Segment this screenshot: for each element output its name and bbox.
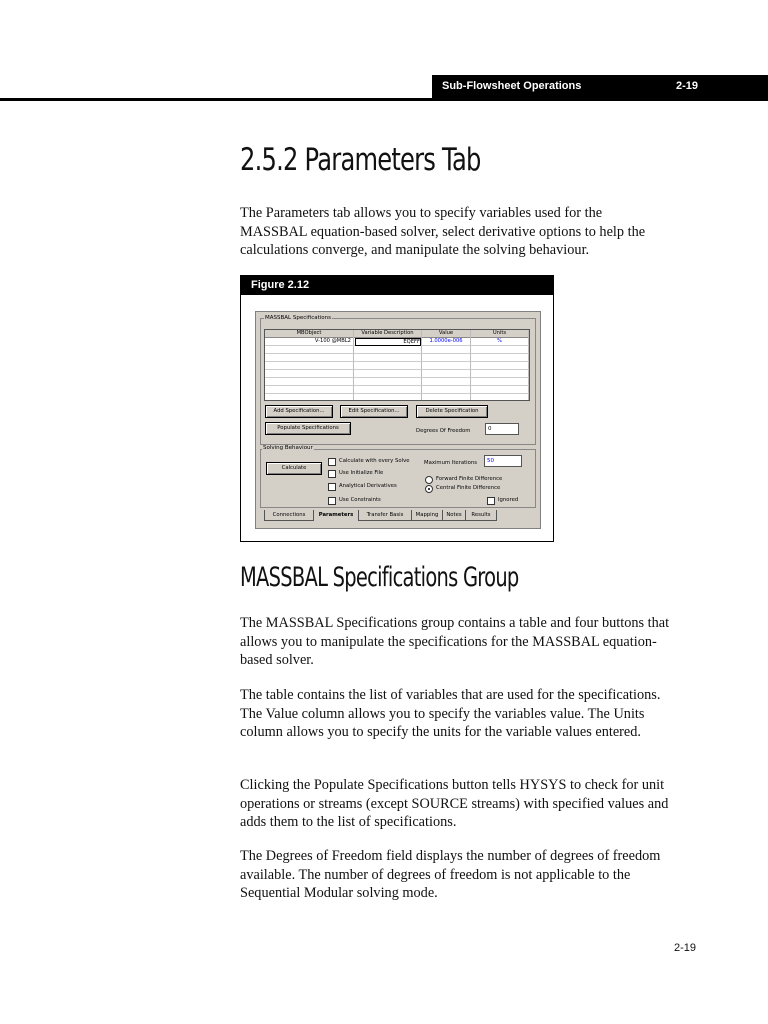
- use-constraints-label: Use Constraints: [339, 497, 381, 503]
- tab-transfer-basis[interactable]: Transfer Basis: [358, 510, 412, 521]
- paragraph-1: The MASSBAL Specifications group contains a table and four buttons that allows you to manipulate the specifications for the MASSBAL equation-based solver.: [240, 615, 670, 668]
- figure-caption: Figure 2.12: [241, 276, 553, 295]
- paragraph-3: Clicking the Populate Specifications button tells HYSYS to check for unit operations or streams (except SOURCE streams) with specified values and adds them to the list of specifications.: [240, 777, 669, 830]
- column-header-mbobject[interactable]: MBObject: [265, 330, 354, 338]
- header-rule: [0, 98, 768, 101]
- ignored-checkbox[interactable]: [487, 497, 495, 505]
- tab-results[interactable]: Results: [465, 510, 497, 521]
- paragraph-2: The table contains the list of variables that are used for the specifications. The Value column allows you to specify the variables value. The Units column allows you to specify the units for the variable values entered.: [240, 687, 661, 740]
- parameters-dialog: [255, 311, 541, 529]
- specifications-table[interactable]: [264, 329, 530, 401]
- tab-notes[interactable]: Notes: [442, 510, 466, 521]
- edit-specification-button[interactable]: Edit Specification...: [340, 405, 408, 418]
- intro-paragraph: The Parameters tab allows you to specify variables used for the MASSBAL equation-based solver, select derivative options to help the calculations converge, and manipulate the solving behaviour.: [240, 205, 646, 258]
- use-initialize-file-checkbox[interactable]: [328, 470, 336, 478]
- cell-units[interactable]: %: [497, 338, 502, 344]
- calculate-every-solve-label: Calculate with every Solve: [339, 458, 410, 464]
- delete-specification-button[interactable]: Delete Specification: [416, 405, 488, 418]
- calculate-every-solve-checkbox[interactable]: [328, 458, 336, 466]
- column-header-value[interactable]: Value: [422, 330, 471, 338]
- tab-connections[interactable]: Connections: [264, 510, 314, 521]
- calculate-button[interactable]: Calculate: [266, 462, 322, 475]
- tab-parameters[interactable]: Parameters: [313, 510, 359, 520]
- column-header-variable-description[interactable]: Variable Description: [354, 330, 422, 338]
- forward-finite-difference-radio[interactable]: [425, 476, 433, 484]
- degrees-of-freedom-label: Degrees Of Freedom: [416, 428, 471, 434]
- central-finite-difference-label: Central Finite Difference: [436, 485, 501, 491]
- forward-finite-difference-label: Forward Finite Difference: [436, 476, 503, 482]
- ignored-label: Ignored: [498, 497, 519, 503]
- header-page-number: 2-19: [676, 80, 699, 92]
- cell-variable-description[interactable]: EQEFF: [355, 338, 421, 346]
- header-section-title: Sub-Flowsheet Operations: [442, 80, 582, 92]
- group-label-solving: Solving Behaviour: [263, 445, 313, 451]
- degrees-of-freedom-field[interactable]: 0: [485, 423, 519, 435]
- add-specification-button[interactable]: Add Specification...: [265, 405, 333, 418]
- section-title: 2.5.2 Parameters Tab: [240, 142, 481, 178]
- use-constraints-checkbox[interactable]: [328, 497, 336, 505]
- paragraph-4: The Degrees of Freedom field displays the number of degrees of freedom available. The number of degrees of freedom is not applicable to the Sequential Modular solving mode.: [240, 848, 661, 901]
- maximum-iterations-field[interactable]: 50: [484, 455, 522, 467]
- group-heading: MASSBAL Specifications Group: [240, 562, 519, 593]
- running-header: [432, 75, 768, 99]
- populate-specifications-button[interactable]: Populate Specifications: [265, 422, 351, 435]
- footer-page-number: 2-19: [674, 942, 697, 954]
- column-header-units[interactable]: Units: [471, 330, 529, 338]
- cell-mbobject[interactable]: V-100 @MBL2: [314, 338, 351, 344]
- figure-2-12: [240, 275, 554, 542]
- use-initialize-file-label: Use Initialize File: [339, 470, 384, 476]
- central-finite-difference-radio[interactable]: [425, 485, 433, 493]
- group-label-specifications: MASSBAL Specifications: [265, 315, 332, 321]
- tab-mapping[interactable]: Mapping: [411, 510, 443, 521]
- maximum-iterations-label: Maximum Iterations: [424, 460, 478, 466]
- analytical-derivatives-label: Analytical Derivatives: [339, 483, 397, 489]
- analytical-derivatives-checkbox[interactable]: [328, 483, 336, 491]
- cell-value[interactable]: 1.0000e-006: [429, 338, 463, 344]
